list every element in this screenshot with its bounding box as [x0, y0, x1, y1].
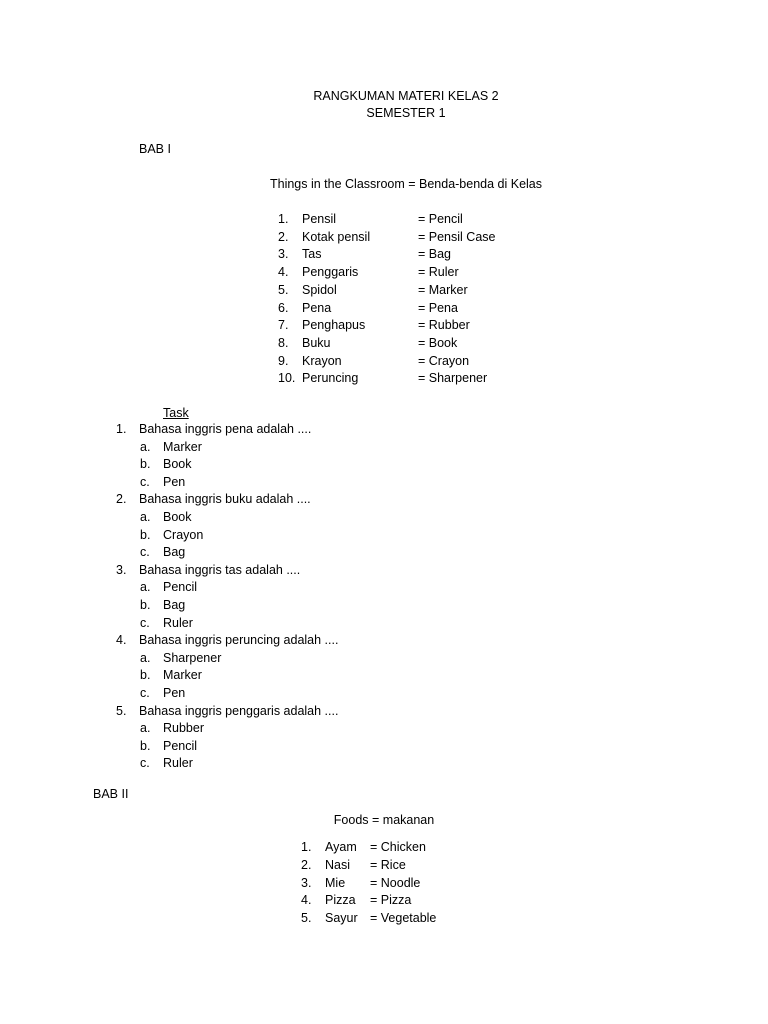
food-number: 4. — [301, 893, 312, 908]
food-number: 5. — [301, 911, 312, 926]
chapter-2-label: BAB II — [93, 787, 129, 801]
food-number: 1. — [301, 840, 312, 854]
option-text: Pencil — [163, 580, 198, 595]
vocab-english: = Pencil — [418, 212, 463, 226]
option-text: Marker — [163, 668, 202, 683]
vocab-indonesian: Krayon — [302, 353, 342, 368]
option-letter: a. — [140, 650, 151, 665]
option-text: Marker — [163, 439, 202, 454]
vocab-english: = Pensil Case — [418, 229, 496, 244]
task-label: Task — [163, 406, 189, 420]
option-letter: b. — [140, 738, 151, 753]
food-indonesian: Ayam — [325, 840, 357, 854]
chapter-1-label: BAB I — [139, 142, 171, 156]
option-text: Pen — [163, 474, 186, 489]
vocab-indonesian: Buku — [302, 335, 331, 350]
option-text: Bag — [163, 545, 186, 560]
option-letter: a. — [140, 439, 151, 454]
food-english: = Rice — [370, 857, 406, 872]
question-number: 1. — [116, 422, 127, 436]
option-letter: a. — [140, 721, 151, 736]
option-text: Rubber — [163, 721, 204, 736]
question-text: Bahasa inggris tas adalah .... — [139, 562, 301, 577]
vocab-number: 10. — [278, 371, 296, 386]
vocab-number: 3. — [278, 247, 289, 262]
food-indonesian: Nasi — [325, 857, 351, 872]
food-number: 2. — [301, 857, 312, 872]
vocab-number: 6. — [278, 300, 289, 315]
food-indonesian: Sayur — [325, 911, 358, 926]
option-letter: b. — [140, 668, 151, 683]
vocab-english: = Crayon — [418, 353, 470, 368]
vocab-number: 2. — [278, 229, 289, 244]
question-text: Bahasa inggris buku adalah .... — [139, 492, 311, 507]
option-text: Crayon — [163, 527, 204, 542]
option-text: Pencil — [163, 738, 198, 753]
option-letter: c. — [140, 545, 150, 560]
vocab-indonesian: Penggaris — [302, 265, 359, 280]
vocab-indonesian: Penghapus — [302, 318, 366, 333]
question-number: 5. — [116, 703, 127, 718]
option-text: Pen — [163, 685, 186, 700]
food-indonesian: Pizza — [325, 893, 356, 908]
document-title: RANGKUMAN MATERI KELAS 2 — [313, 89, 499, 103]
option-letter: c. — [140, 474, 150, 489]
food-english: = Pizza — [370, 893, 412, 908]
food-indonesian: Mie — [325, 875, 346, 890]
vocab-indonesian: Spidol — [302, 282, 337, 297]
question-number: 2. — [116, 492, 127, 507]
vocab-english: = Rubber — [418, 318, 470, 333]
vocab-number: 5. — [278, 282, 289, 297]
option-text: Ruler — [163, 615, 193, 630]
vocab-number: 1. — [278, 212, 289, 226]
vocab-indonesian: Pena — [302, 300, 332, 315]
food-english: = Chicken — [370, 840, 426, 854]
option-letter: b. — [140, 457, 151, 472]
vocab-indonesian: Tas — [302, 247, 322, 262]
document-subtitle: SEMESTER 1 — [366, 106, 446, 120]
question-number: 3. — [116, 562, 127, 577]
question-text: Bahasa inggris peruncing adalah .... — [139, 633, 339, 648]
option-text: Book — [163, 457, 192, 472]
vocab-english: = Bag — [418, 247, 452, 262]
option-letter: c. — [140, 685, 150, 700]
option-text: Ruler — [163, 756, 193, 771]
vocab-indonesian: Peruncing — [302, 371, 359, 386]
option-text: Bag — [163, 597, 186, 612]
vocab-number: 7. — [278, 318, 289, 333]
vocab-english: = Sharpener — [418, 371, 488, 386]
vocab-english: = Book — [418, 335, 458, 350]
option-letter: b. — [140, 527, 151, 542]
food-number: 3. — [301, 875, 312, 890]
option-letter: c. — [140, 756, 150, 771]
chapter-1-heading: Things in the Classroom = Benda-benda di Kelas — [269, 177, 543, 191]
food-english: = Vegetable — [370, 911, 437, 926]
option-letter: a. — [140, 509, 151, 524]
option-text: Book — [163, 509, 192, 524]
option-letter: c. — [140, 615, 150, 630]
vocab-english: = Ruler — [418, 265, 459, 280]
vocab-number: 8. — [278, 335, 289, 350]
question-text: Bahasa inggris pena adalah .... — [139, 422, 312, 436]
option-letter: b. — [140, 597, 151, 612]
vocab-english: = Pena — [418, 300, 458, 315]
chapter-2-heading: Foods = makanan — [333, 813, 435, 827]
vocab-indonesian: Pensil — [302, 212, 337, 226]
option-text: Sharpener — [163, 650, 222, 665]
option-letter: a. — [140, 580, 151, 595]
vocab-english: = Marker — [418, 282, 468, 297]
question-text: Bahasa inggris penggaris adalah .... — [139, 703, 339, 718]
vocab-number: 9. — [278, 353, 289, 368]
vocab-number: 4. — [278, 265, 289, 280]
question-number: 4. — [116, 633, 127, 648]
vocab-indonesian: Kotak pensil — [302, 229, 371, 244]
food-english: = Noodle — [370, 875, 421, 890]
